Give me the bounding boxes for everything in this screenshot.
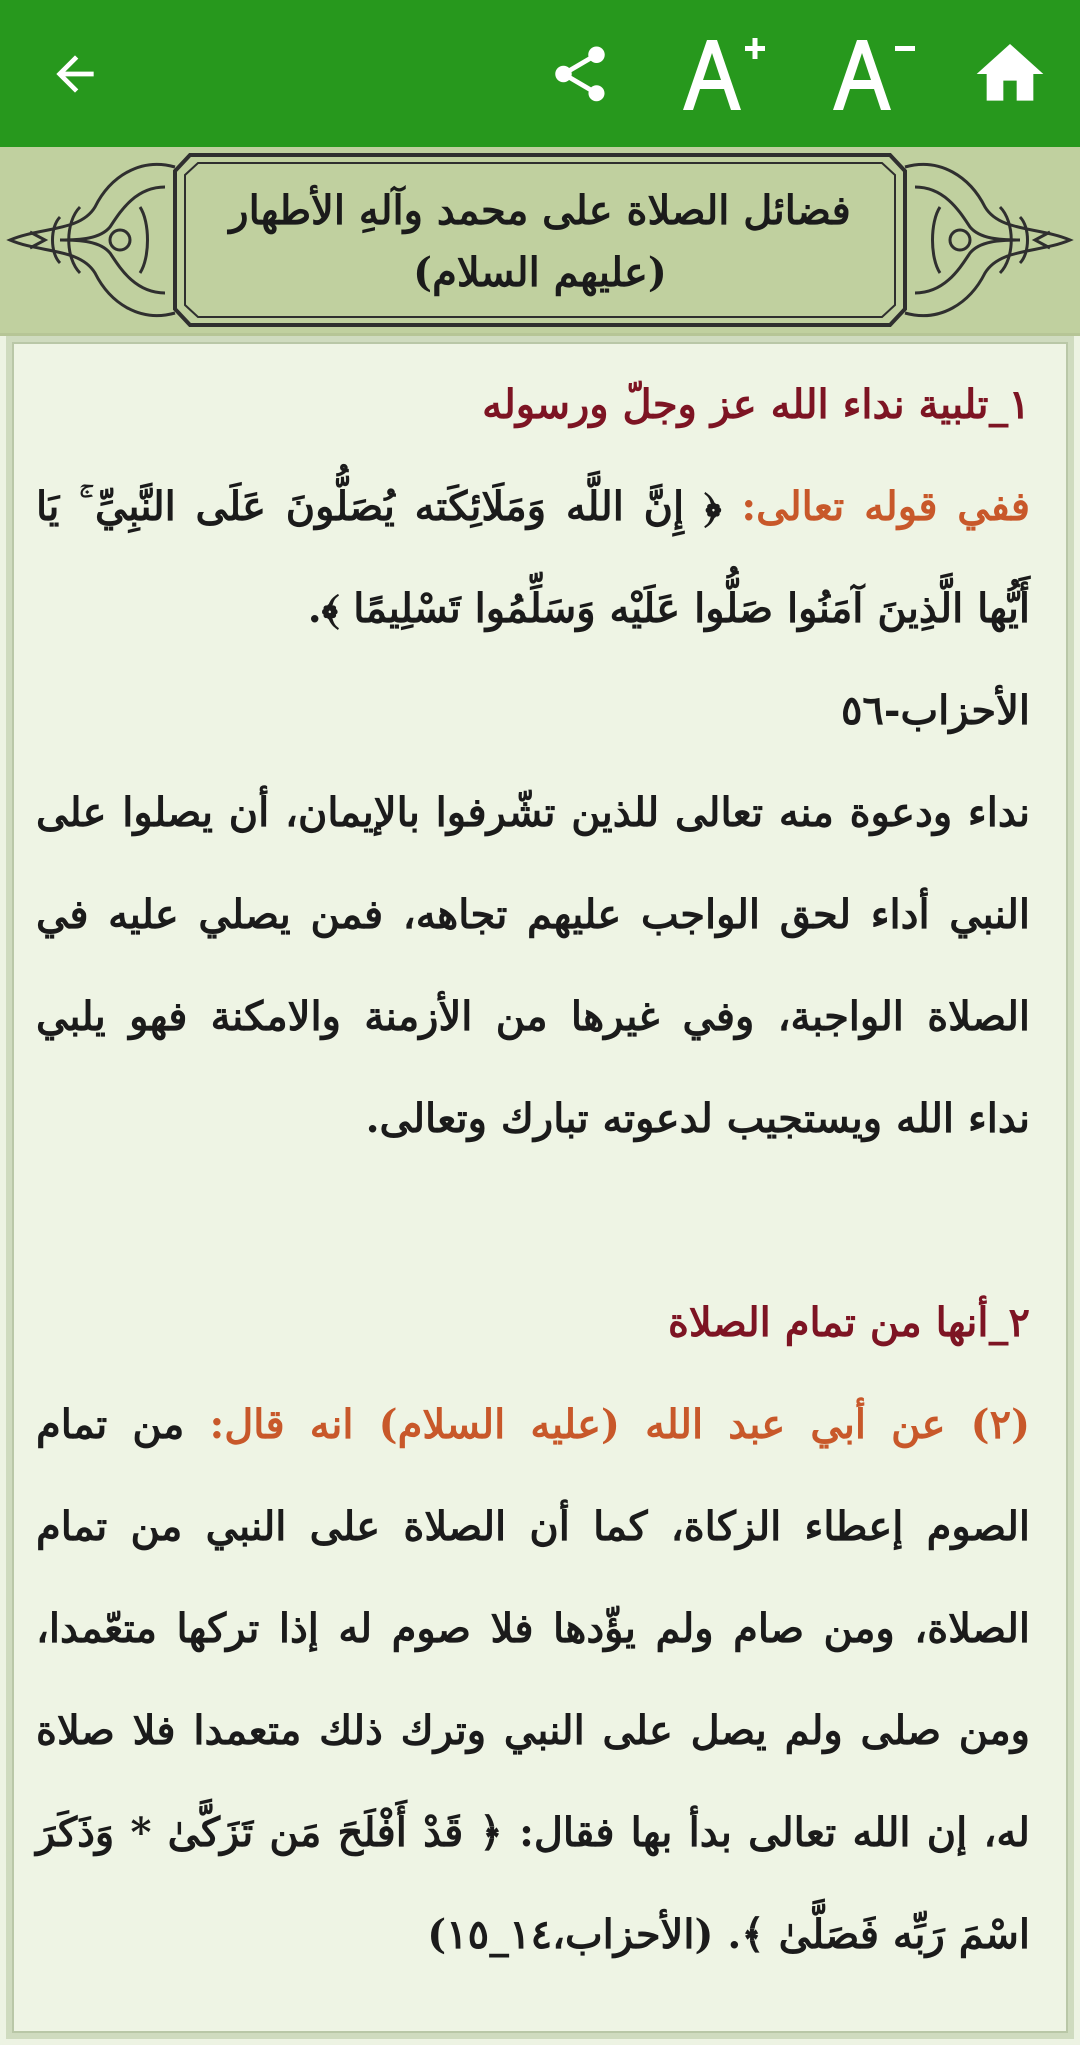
section-heading: ١_تلبية نداء الله عز وجلّ ورسوله [482,381,1030,428]
quran-verse: ﴿ إِنَّ اللَّه وَمَلَائِكَته يُصَلُّونَ عَلَى النَّبِيِّ ۚ يَا أَيُّها الَّذِينَ آمَنُوا صَلُّوا عَلَيْه وَسَلِّمُوا تَسْلِيمًا ﴾. [36,483,1030,632]
page-title-subtitle: (عليهم السلام) [413,249,667,296]
ornament-frame [0,147,1080,333]
font-increase-icon [675,26,771,122]
font-decrease-button[interactable] [818,18,928,130]
section-body [36,1374,1030,1986]
section-body: نداء ودعوة منه تعالى للذين تشّرفوا بالإيمان، أن يصلوا على النبي أداء لحق الواجب عليهم تجاهه، فمن يصلي عليه في الصلاة الواجبة، وفي غيرها من الأزمنة والامكنة فهو يلبي نداء الله ويستجيب لدعوته تبارك وتعالى. [36,789,1030,1142]
font-decrease-icon [825,26,921,122]
hadith-text: من تمام الصوم إعطاء الزكاة، كما أن الصلاة على النبي من تمام الصلاة، ومن صام ولم يؤّدها فلا صوم له إذا تركها متعّمدا، ومن صلى ولم يصل على النبي وترك ذلك متعمدا فلا صلاة له، إن الله تعالى بدأ بها فقال: ﴿ قَدْ أَفْلَحَ مَن تَزَكَّىٰ * وَذَكَرَ اسْمَ رَبِّه فَصَلَّىٰ ﴾. (الأحزاب،١٤_١٥) [36,1401,1031,1958]
share-button[interactable] [530,18,630,130]
verse-reference: الأحزاب-٥٦ [840,687,1030,734]
share-icon [547,41,613,107]
arrow-left-icon [47,46,103,102]
page-title: فضائل الصلاة على محمد وآلهِ الأطهار [229,187,851,234]
app-bar [0,0,1080,147]
quote-lead: ففي قوله تعالى: [741,483,1030,530]
article-text [36,354,1030,1986]
content-panel[interactable] [6,336,1074,2039]
font-increase-button[interactable] [668,18,778,130]
title-banner [0,147,1080,336]
section-spacer [36,1170,1030,1272]
home-icon [970,34,1050,114]
section-heading: ٢_أنها من تمام الصلاة [667,1299,1030,1346]
home-button[interactable] [960,18,1060,130]
section-quote [36,456,1030,660]
back-button[interactable] [30,18,120,130]
quote-lead: (٢) عن أبي عبد الله (عليه السلام) انه قال: [209,1401,1031,1448]
